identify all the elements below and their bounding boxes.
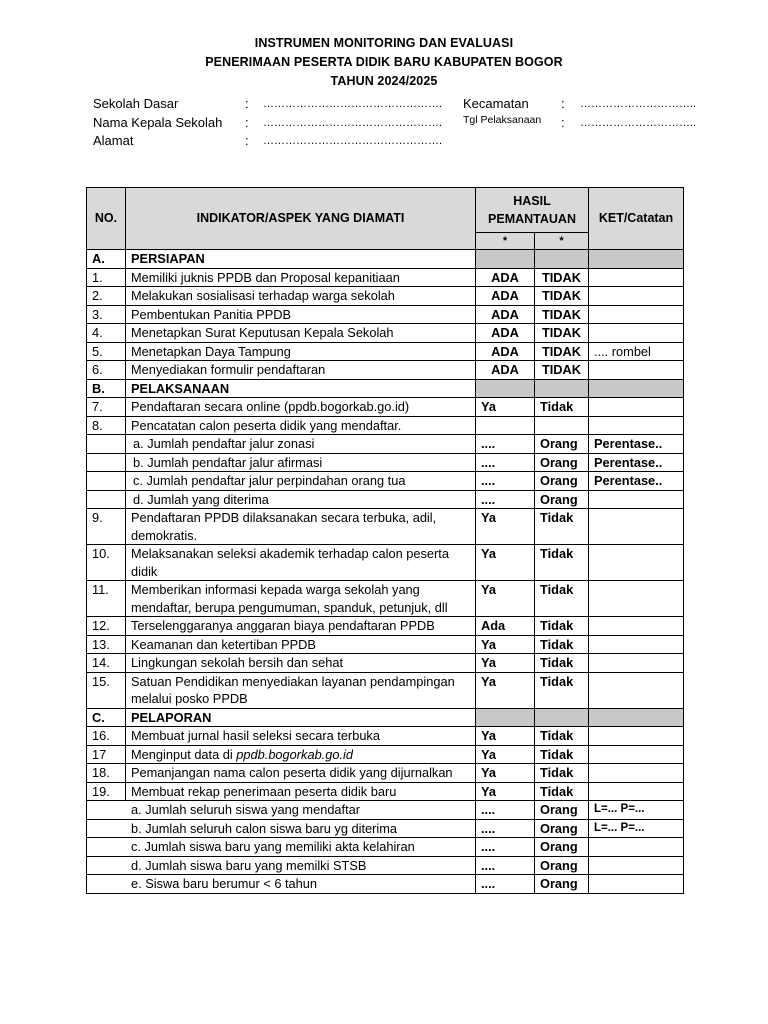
ket-cell[interactable]	[589, 727, 684, 746]
hasil-option-1[interactable]: Ya	[476, 654, 535, 673]
row-indikator: Menetapkan Daya Tampung	[126, 342, 476, 361]
hasil-option-2[interactable]: Tidak	[535, 727, 589, 746]
row-indikator: Melakukan sosialisasi terhadap warga sekolah	[126, 287, 476, 306]
ket-cell[interactable]	[589, 324, 684, 343]
row-no: 15.	[87, 672, 126, 708]
row-no: 11.	[87, 581, 126, 617]
hasil-option-1[interactable]: Ya	[476, 635, 535, 654]
hasil-option-1[interactable]: Ya	[476, 398, 535, 417]
row-indikator: c. Jumlah siswa baru yang memiliki akta kelahiran	[87, 838, 476, 857]
hasil-option-1[interactable]: Ya	[476, 727, 535, 746]
row-no: 5.	[87, 342, 126, 361]
ket-cell[interactable]	[589, 398, 684, 417]
hasil-option-1[interactable]: ....	[476, 801, 535, 820]
ket-cell[interactable]	[589, 545, 684, 581]
ket-cell[interactable]	[589, 305, 684, 324]
monitoring-table	[86, 187, 684, 894]
table-row	[87, 581, 684, 617]
hasil-option-1[interactable]: ....	[476, 856, 535, 875]
row-no: 12.	[87, 617, 126, 636]
row-no: 7.	[87, 398, 126, 417]
ket-cell[interactable]	[589, 875, 684, 894]
hasil-option-1[interactable]: ADA	[476, 342, 535, 361]
shaded-cell	[535, 708, 589, 727]
table-row	[87, 764, 684, 783]
title-line-3: TAHUN 2024/2025	[330, 74, 438, 88]
row-indikator: Membuat rekap penerimaan peserta didik baru	[126, 782, 476, 801]
shaded-cell	[476, 708, 535, 727]
ket-cell[interactable]	[589, 617, 684, 636]
hasil-option-1[interactable]: Ya	[476, 581, 535, 617]
row-no	[87, 490, 126, 509]
row-indikator: Membuat jurnal hasil seleksi secara terbuka	[126, 727, 476, 746]
row-no	[87, 435, 126, 454]
ket-cell[interactable]	[589, 654, 684, 673]
ket-cell[interactable]	[589, 581, 684, 617]
shaded-cell	[476, 250, 535, 269]
row-indikator: b. Jumlah pendaftar jalur afirmasi	[126, 453, 476, 472]
hasil-option-1[interactable]: Ya	[476, 764, 535, 783]
ket-cell[interactable]	[589, 635, 684, 654]
ket-cell[interactable]	[589, 287, 684, 306]
table-row	[87, 819, 684, 838]
row-no	[87, 453, 126, 472]
ket-cell[interactable]: Perentase..	[589, 453, 684, 472]
section-no: C.	[87, 708, 126, 727]
row-indikator: Pencatatan calon peserta didik yang mendaftar.	[126, 416, 476, 435]
hasil-option-2[interactable]: Tidak	[535, 545, 589, 581]
hasil-option-2[interactable]: Orang	[535, 472, 589, 491]
ket-cell[interactable]: .... rombel	[589, 342, 684, 361]
sekolah-label: Sekolah Dasar	[93, 96, 179, 111]
hasil-option-1[interactable]	[476, 416, 535, 435]
shaded-cell	[589, 250, 684, 269]
table-row	[87, 782, 684, 801]
hasil-option-1[interactable]: ....	[476, 453, 535, 472]
row-indikator: c. Jumlah pendaftar jalur perpindahan orang tua	[126, 472, 476, 491]
hasil-option-1[interactable]: Ada	[476, 617, 535, 636]
title-line-1: INSTRUMEN MONITORING DAN EVALUASI	[254, 36, 514, 50]
hasil-option-1[interactable]: Ya	[476, 509, 535, 545]
row-indikator: Terselenggaranya anggaran biaya pendaftaran PPDB	[126, 617, 476, 636]
table-row	[87, 545, 684, 581]
ket-cell[interactable]: Perentase..	[589, 435, 684, 454]
ket-cell[interactable]	[589, 856, 684, 875]
ket-cell[interactable]	[589, 672, 684, 708]
row-indikator: a. Jumlah pendaftar jalur zonasi	[126, 435, 476, 454]
hasil-option-2[interactable]: TIDAK	[535, 268, 589, 287]
row-no: 13.	[87, 635, 126, 654]
row-indikator: Menetapkan Surat Keputusan Kepala Sekolah	[126, 324, 476, 343]
hasil-option-2[interactable]: Tidak	[535, 764, 589, 783]
table-row	[87, 398, 684, 417]
hasil-option-1[interactable]: Ya	[476, 782, 535, 801]
table-row	[87, 727, 684, 746]
ket-cell[interactable]	[589, 361, 684, 380]
table-row	[87, 268, 684, 287]
hasil-option-2[interactable]: Orang	[535, 453, 589, 472]
colon: :	[561, 115, 565, 130]
section-title: PELAPORAN	[126, 708, 476, 727]
hasil-option-2[interactable]: Tidak	[535, 635, 589, 654]
tgl-label: Tgl Pelaksanaan	[463, 114, 542, 126]
table-row	[87, 490, 684, 509]
row-indikator: Keamanan dan ketertiban PPDB	[126, 635, 476, 654]
kecamatan-label: Kecamatan	[463, 96, 529, 111]
table-row	[87, 635, 684, 654]
table-row	[87, 617, 684, 636]
section-title: PERSIAPAN	[126, 250, 476, 269]
table-row	[87, 745, 684, 764]
row-indikator: Pembentukan Panitia PPDB	[126, 305, 476, 324]
hasil-option-2[interactable]: Orang	[535, 490, 589, 509]
hasil-option-2[interactable]: Orang	[535, 856, 589, 875]
hasil-option-2[interactable]: TIDAK	[535, 305, 589, 324]
row-indikator: Pendaftaran secara online (ppdb.bogorkab.go.id)	[126, 398, 476, 417]
table-row	[87, 838, 684, 857]
hasil-option-2[interactable]: Orang	[535, 838, 589, 857]
hasil-option-2[interactable]: Tidak	[535, 581, 589, 617]
hasil-option-1[interactable]: ....	[476, 472, 535, 491]
ket-cell[interactable]: L=... P=...	[589, 801, 684, 820]
ket-cell[interactable]: Perentase..	[589, 472, 684, 491]
row-indikator: d. Jumlah siswa baru yang memilki STSB	[87, 856, 476, 875]
indikator-text: Menginput data di	[131, 746, 237, 762]
ket-cell[interactable]	[589, 268, 684, 287]
section-no: B.	[87, 379, 126, 398]
table-row	[87, 287, 684, 306]
hasil-option-2[interactable]	[535, 416, 589, 435]
row-no: 2.	[87, 287, 126, 306]
col-hasil-header: HASIL PEMANTAUAN	[476, 188, 589, 233]
row-no: 6.	[87, 361, 126, 380]
section-row-c	[87, 708, 684, 727]
hasil-option-1[interactable]: Ya	[476, 745, 535, 764]
hasil-option-2[interactable]: Tidak	[535, 398, 589, 417]
hasil-option-2[interactable]: Orang	[535, 435, 589, 454]
table-row	[87, 453, 684, 472]
ket-cell[interactable]: L=... P=...	[589, 819, 684, 838]
table-row	[87, 509, 684, 545]
colon: :	[561, 96, 565, 111]
shaded-cell	[535, 250, 589, 269]
row-no: 14.	[87, 654, 126, 673]
title-line-2: PENERIMAAN PESERTA DIDIK BARU KABUPATEN BOGOR	[205, 55, 563, 69]
row-indikator: b. Jumlah seluruh calon siswa baru yg diterima	[87, 819, 476, 838]
hasil-option-1[interactable]: ADA	[476, 305, 535, 324]
hasil-option-2[interactable]: TIDAK	[535, 361, 589, 380]
tgl-field[interactable]: …………………………..	[580, 117, 697, 129]
row-no: 16.	[87, 727, 126, 746]
table-row	[87, 672, 684, 708]
sekolah-field[interactable]: ………………………………………….	[263, 98, 443, 110]
table-row	[87, 654, 684, 673]
table-row	[87, 416, 684, 435]
shaded-cell	[589, 708, 684, 727]
hasil-option-2[interactable]: TIDAK	[535, 342, 589, 361]
row-no: 19.	[87, 782, 126, 801]
hasil-option-2[interactable]: TIDAK	[535, 324, 589, 343]
hasil-option-2[interactable]: Orang	[535, 801, 589, 820]
row-no: 18.	[87, 764, 126, 783]
ket-cell[interactable]	[589, 745, 684, 764]
kepala-label: Nama Kepala Sekolah	[93, 115, 223, 130]
ket-cell[interactable]	[589, 416, 684, 435]
ket-cell[interactable]	[589, 838, 684, 857]
row-indikator: d. Jumlah yang diterima	[126, 490, 476, 509]
section-row-b	[87, 379, 684, 398]
shaded-cell	[589, 379, 684, 398]
hasil-option-2[interactable]: Orang	[535, 875, 589, 894]
table-row	[87, 305, 684, 324]
row-no: 8.	[87, 416, 126, 435]
hasil-option-1[interactable]: ....	[476, 490, 535, 509]
hasil-option-1[interactable]: ADA	[476, 268, 535, 287]
row-no: 4.	[87, 324, 126, 343]
row-indikator: Pendaftaran PPDB dilaksanakan secara terbuka, adil, demokratis.	[126, 509, 476, 545]
shaded-cell	[535, 379, 589, 398]
row-indikator: a. Jumlah seluruh siswa yang mendaftar	[87, 801, 476, 820]
row-indikator: Lingkungan sekolah bersih dan sehat	[126, 654, 476, 673]
hasil-option-1[interactable]: ADA	[476, 361, 535, 380]
col-ket-header: KET/Catatan	[589, 188, 684, 250]
hasil-option-1[interactable]: Ya	[476, 672, 535, 708]
row-no: 1.	[87, 268, 126, 287]
alamat-field[interactable]: ………………………………………….	[263, 135, 443, 147]
hasil-option-2[interactable]: Tidak	[535, 745, 589, 764]
table-row	[87, 361, 684, 380]
alamat-label: Alamat	[93, 133, 134, 148]
hasil-star-2: *	[535, 233, 589, 250]
section-no: A.	[87, 250, 126, 269]
ket-cell[interactable]	[589, 782, 684, 801]
table-row	[87, 324, 684, 343]
hasil-option-1[interactable]: Ya	[476, 545, 535, 581]
row-indikator: Melaksanakan seleksi akademik terhadap calon peserta didik	[126, 545, 476, 581]
row-indikator: Memberikan informasi kepada warga sekolah yang mendaftar, berupa pengumuman, spanduk, petunjuk, dll	[126, 581, 476, 617]
table-row	[87, 342, 684, 361]
row-indikator: Memiliki juknis PPDB dan Proposal kepanitiaan	[126, 268, 476, 287]
section-title: PELAKSANAAN	[126, 379, 476, 398]
row-indikator: Menyediakan formulir pendaftaran	[126, 361, 476, 380]
hasil-option-2[interactable]: TIDAK	[535, 287, 589, 306]
row-no: 17	[87, 745, 126, 764]
row-indikator	[126, 745, 476, 764]
row-indikator: Satuan Pendidikan menyediakan layanan pendampingan melalui posko PPDB	[126, 672, 476, 708]
table-row	[87, 801, 684, 820]
table-row	[87, 435, 684, 454]
colon: :	[245, 96, 249, 111]
row-no: 10.	[87, 545, 126, 581]
hasil-option-2[interactable]: Tidak	[535, 509, 589, 545]
website-link[interactable]: ppdb.bogorkab.go.id	[236, 746, 353, 762]
row-indikator: e. Siswa baru berumur < 6 tahun	[87, 875, 476, 894]
row-no	[87, 472, 126, 491]
hasil-option-2[interactable]: Tidak	[535, 654, 589, 673]
ket-cell[interactable]	[589, 764, 684, 783]
ket-cell[interactable]	[589, 490, 684, 509]
hasil-option-2[interactable]: Orang	[535, 819, 589, 838]
hasil-option-1[interactable]: ....	[476, 875, 535, 894]
hasil-option-2[interactable]: Tidak	[535, 617, 589, 636]
hasil-option-1[interactable]: ....	[476, 435, 535, 454]
table-row	[87, 875, 684, 894]
hasil-option-1[interactable]: ....	[476, 819, 535, 838]
hasil-option-2[interactable]: Tidak	[535, 782, 589, 801]
row-no: 9.	[87, 509, 126, 545]
hasil-option-1[interactable]: ....	[476, 838, 535, 857]
table-row	[87, 472, 684, 491]
document-header	[0, 34, 768, 91]
col-indikator-header: INDIKATOR/ASPEK YANG DIAMATI	[126, 188, 476, 250]
hasil-star-1: *	[476, 233, 535, 250]
shaded-cell	[476, 379, 535, 398]
hasil-option-1[interactable]: ADA	[476, 287, 535, 306]
colon: :	[245, 133, 249, 148]
section-row-a	[87, 250, 684, 269]
kecamatan-field[interactable]: …………………………..	[580, 98, 697, 110]
row-indikator: Pemanjangan nama calon peserta didik yang dijurnalkan	[126, 764, 476, 783]
kepala-field[interactable]: ………………………………………….	[263, 117, 443, 129]
hasil-option-2[interactable]: Tidak	[535, 672, 589, 708]
row-no: 3.	[87, 305, 126, 324]
hasil-option-1[interactable]: ADA	[476, 324, 535, 343]
ket-cell[interactable]	[589, 509, 684, 545]
table-row	[87, 856, 684, 875]
col-no-header: NO.	[87, 188, 126, 250]
colon: :	[245, 115, 249, 130]
